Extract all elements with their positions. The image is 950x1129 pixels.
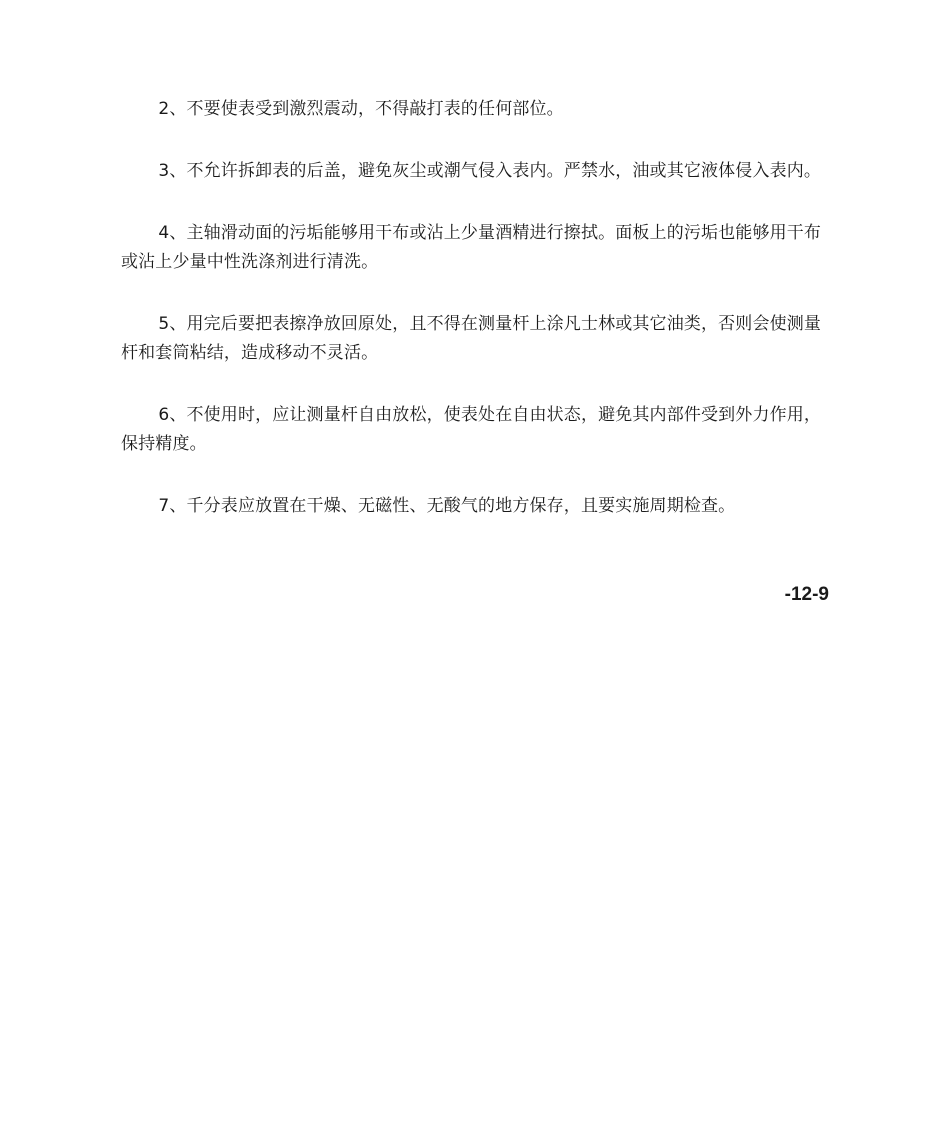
page-number: -12-9 (784, 584, 829, 605)
document-body (121, 95, 829, 554)
paragraph-item-5: 5、用完后要把表擦净放回原处，且不得在测量杆上涂凡士林或其它油类，否则会使测量杆和套筒粘结，造成移动不灵活。 (121, 314, 822, 363)
paragraph-item-6: 6、不使用时，应让测量杆自由放松，使表处在自由状态，避免其内部件受到外力作用，保持精度。 (121, 405, 822, 454)
paragraph-item-7: 7、千分表应放置在干燥、无磁性、无酸气的地方保存，且要实施周期检查。 (158, 496, 736, 516)
paragraph-item-2: 2、不要使表受到激烈震动，不得敲打表的任何部位。 (158, 99, 564, 119)
paragraph-item-4: 4、主轴滑动面的污垢能够用干布或沾上少量酒精进行擦拭。面板上的污垢也能够用干布或沾上少量中性洗涤剂进行清洗。 (121, 223, 822, 272)
paragraph-item-3: 3、不允许拆卸表的后盖，避免灰尘或潮气侵入表内。严禁水，油或其它液体侵入表内。 (158, 161, 822, 181)
